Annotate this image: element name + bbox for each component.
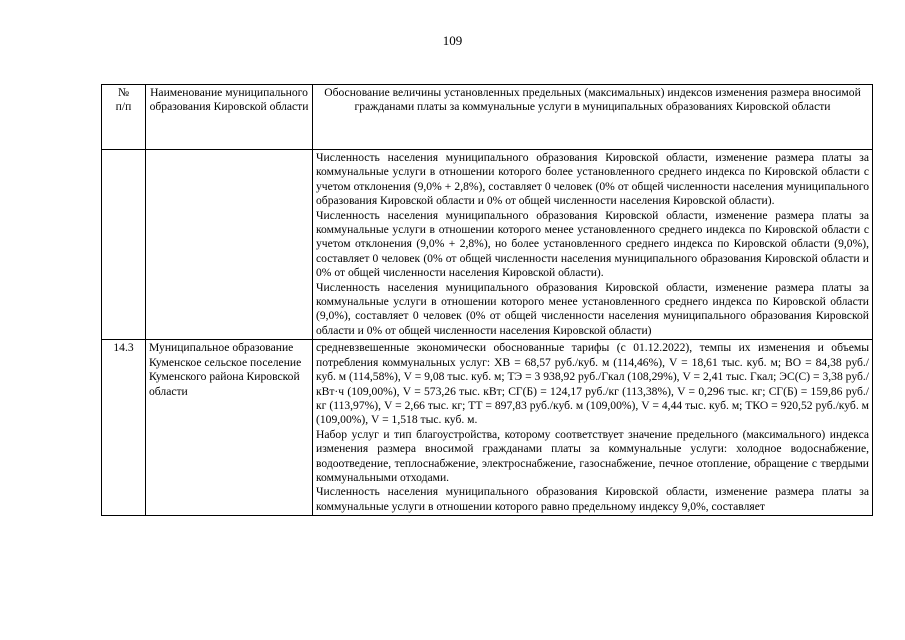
table-header-row — [102, 85, 873, 150]
row-number: 14.3 — [113, 341, 134, 355]
row-name-cell — [146, 340, 313, 516]
justification-paragraph: Набор услуг и тип благоустройства, которому соответствует значение предельного (максимального) индекса изменения размера вносимой гражданами платы за коммунальные услуги: холодное водоснабжение, водоотведение, теплоснабжение, электроснабжение, газоснабжение, печное отопление, обращение с твердыми коммунальными отходами. — [316, 427, 869, 484]
justification-paragraph: Численность населения муниципального образования Кировской области, изменение размера платы за коммунальные услуги в отношении которого более установленного среднего индекса по Кировской области с учетом отклонения (9,0% + 2,8%), составляет 0 человек (0% от общей численности населения муниципального образования Кировской области и 0% от общей численности населения Кировской области). — [316, 151, 869, 208]
header-justification-text: Обоснование величины установленных предельных (максимальных) индексов изменения размера вносимой гражданами платы за коммунальные услуги в муниципальных образованиях Кировской области — [324, 86, 861, 114]
row-name-cell — [146, 150, 313, 340]
justification-paragraph: Численность населения муниципального образования Кировской области, изменение размера платы за коммунальные услуги в отношении которого равно предельному индексу 9,0%, составляет — [316, 485, 869, 513]
header-justification — [313, 85, 873, 150]
header-municipality — [146, 85, 313, 150]
row-name: Муниципальное образование Куменское сельское поселение Куменского района Кировской области — [149, 341, 302, 398]
justification-paragraph: средневзвешенные экономически обоснованные тарифы (с 01.12.2022), темпы их изменения и объемы потребления коммунальных услуг: ХВ = 68,57 руб./куб. м (114,46%), V = 18,61 тыс. куб. м; ВО = 84,38 руб./куб. м (114,58%), V = 9,08 тыс. куб. м; ТЭ = 3 938,92 руб./Гкал (108,29%), V = 2,41 тыс. Гкал; ЭС(С) = 3,38 руб./кВт·ч (109,00%), V = 573,26 тыс. кВт; СГ(Б) = 124,17 руб./кг (113,38%), V = 0,296 тыс. кг; СГ(Б) = 159,86 руб./кг (113,97%), V = 2,66 тыс. кг; ТТ = 897,83 руб./куб. м (109,00%), V = 4,44 тыс. куб. м; ТКО = 920,52 руб./куб. м (109,00%), V = 1,518 тыс. куб. м. — [316, 341, 869, 427]
page-number: 109 — [442, 33, 463, 48]
justification-table — [101, 84, 873, 516]
table-row — [102, 150, 873, 340]
header-number-text: № п/п — [115, 86, 132, 114]
justification-paragraph: Численность населения муниципального образования Кировской области, изменение размера платы за коммунальные услуги в отношении которого менее установленного среднего индекса по Кировской области с учетом отклонения (9,0% + 2,8%), но более установленного среднего индекса по Кировской области (9,0%), составляет 0 человек (0% от общей численности населения муниципального образования Кировской области и 0% от общей численности населения Кировской области). — [316, 208, 869, 280]
header-municipality-text: Наименование муниципального образования Кировской области — [149, 86, 309, 114]
row-justification-cell — [313, 150, 873, 340]
table-row — [102, 340, 873, 516]
row-justification-cell — [313, 340, 873, 516]
row-number-cell — [102, 340, 146, 516]
row-number-cell — [102, 150, 146, 340]
justification-paragraph: Численность населения муниципального образования Кировской области, изменение размера платы за коммунальные услуги в отношении которого менее установленного среднего индекса по Кировской области (9,0%), составляет 0 человек (0% от общей численности населения муниципального образования Кировской области и 0% от общей численности населения Кировской области) — [316, 280, 869, 337]
header-number — [102, 85, 146, 150]
